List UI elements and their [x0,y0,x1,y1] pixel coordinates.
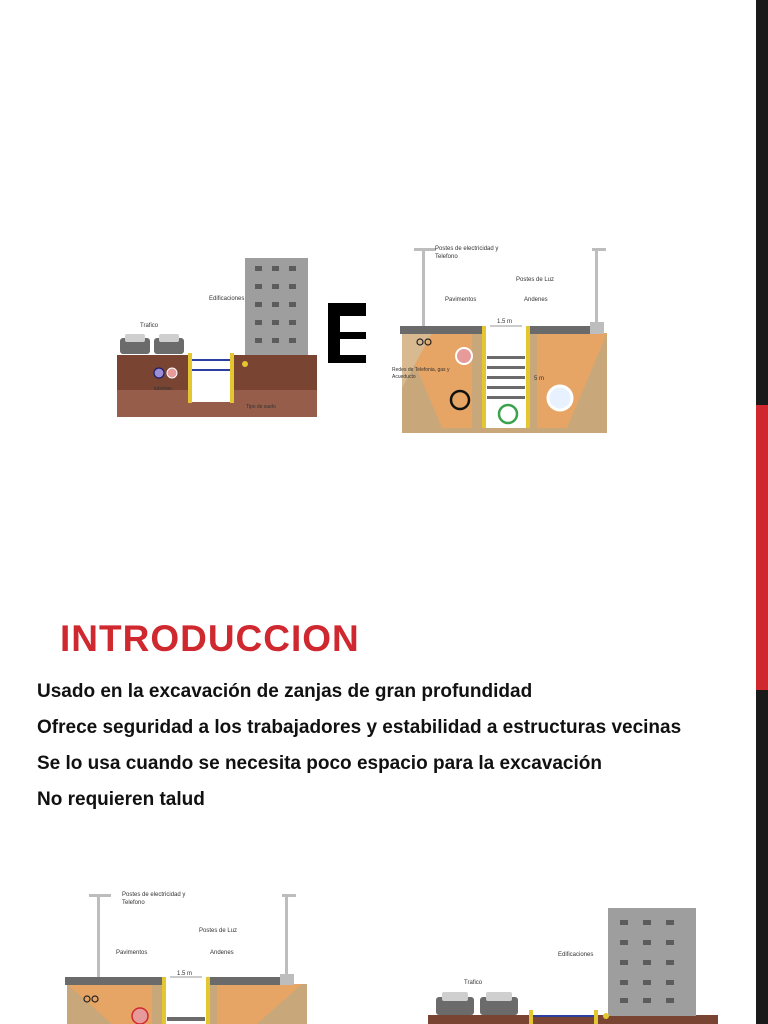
letter-b-badge [328,303,366,363]
sidebar-accent-red [756,405,768,690]
car-icon [436,992,474,1015]
bullet-item: Se lo usa cuando se necesita poco espacio para la excavación [37,753,602,774]
traffic-label: Trafico [140,323,159,329]
poles-label-line1: Postes de electricidad y [122,892,186,898]
car-icon [120,334,150,354]
networks-label-line1: Redes de Telefonia, gas y [392,367,450,373]
soil-type-label: Tipo de suelo [246,404,276,410]
poles-label-line2: Telefono [435,254,458,260]
light-poles-label: Postes de Luz [199,928,238,934]
car-icon [154,334,184,354]
slide-title: INTRODUCCION [60,618,360,659]
poles-label-line2: Telefono [122,900,145,906]
bullet-list [37,680,737,824]
bullet-item: No requieren talud [37,789,205,810]
traffic-label: Trafico [464,980,483,986]
sidewalk-label: Andenes [524,297,548,303]
building-shoring-figure [92,250,317,430]
pavement-label: Pavimentos [445,297,477,303]
building-label: Edificaciones [209,296,245,302]
trench-section-figure-bottom [52,884,322,1024]
light-poles-label: Postes de Luz [516,277,555,283]
building-shoring-figure-bottom [398,898,718,1024]
poles-label-line1: Postes de electricidad y [435,246,499,252]
width-label: 1.5 m [177,971,193,977]
pipes-label: tuberias [154,386,172,392]
car-icon [480,992,518,1015]
sidewalk-label: Andenes [210,950,234,956]
pavement-label: Pavimentos [116,950,148,956]
depth-label: 5 m [534,376,545,382]
building-label: Edificaciones [558,952,594,958]
width-label: 1.5 m [497,319,513,325]
networks-label-line2: Acueducto [392,374,416,380]
bullet-item: Ofrece seguridad a los trabajadores y estabilidad a estructuras vecinas [37,717,682,738]
trench-section-figure [372,238,652,438]
bullet-item: Usado en la excavación de zanjas de gran profundidad [37,681,533,702]
